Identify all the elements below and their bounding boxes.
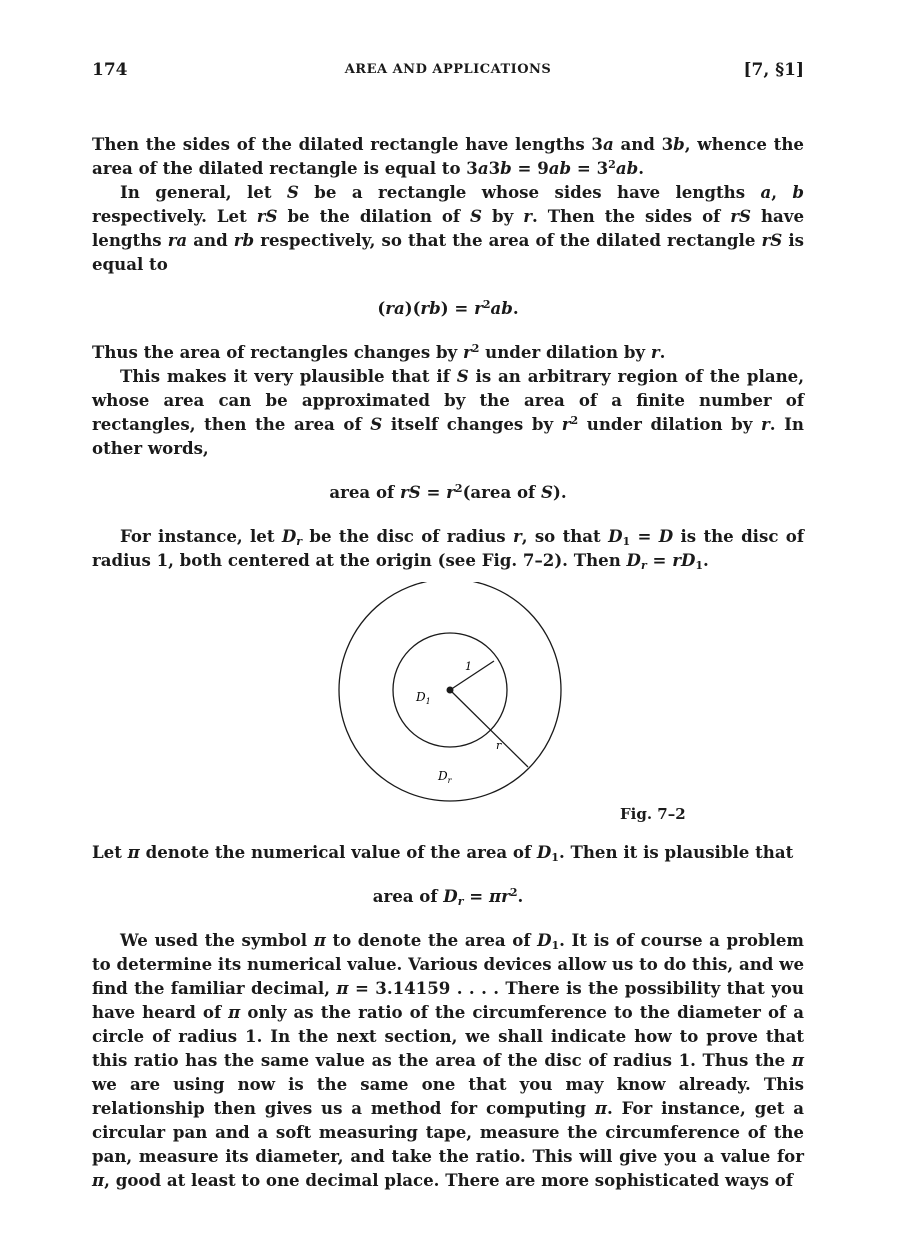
figure-7-2	[92, 582, 804, 840]
equation: area of $D_r = \pi r^2$.	[372, 886, 524, 908]
radius-r-line	[450, 690, 528, 767]
origin-point	[447, 687, 454, 694]
paragraph: We used the symbol π to denote the area of $D_1$. It is of course a problem to determine its numerical value. Various devices allow us to do this, and we find the familiar decimal, π = 3.14159 . . . . There is the possibility that you have heard of π only as the ratio of the circumference to the diameter of a circle of radius 1. In the next section, we shall indicate how to prove that this ratio has the same value as the area of the disc of radius 1. Thus the π we are using now is the same one that you may know already. This relationship then gives us a method for computing π. For instance, get a circular pan and a soft measuring tape, measure the circumference of the pan, measure its diameter, and take the ratio. This will give you a value for π, good at least to one decimal place. There are more sophisticated ways of	[92, 930, 804, 1190]
page	[92, 60, 804, 1192]
disc-diagram	[328, 582, 568, 802]
radius-1-line	[450, 661, 494, 690]
label-radius-r: r	[496, 739, 502, 752]
paragraph: This makes it very plausible that if S is an arbitrary region of the plane, whose area can be approximated by the area of a finite number of rectangles, then the area of S itself changes by $r^2$ under dilation by r. In other words,	[92, 366, 804, 458]
running-title: AREA AND APPLICATIONS	[344, 62, 552, 77]
running-header	[92, 60, 804, 86]
label-outer-disc: $D_r$	[438, 769, 452, 785]
page-number: 174	[92, 60, 128, 80]
body-text	[92, 132, 804, 1192]
paragraph: Then the sides of the dilated rectangle have lengths 3a and 3b, whence the area of the dilated rectangle is equal to $3a3b = 9ab = 3^2ab$.	[92, 134, 804, 178]
label-radius-1: 1	[465, 660, 472, 673]
label-inner-disc: $D_1$	[416, 690, 431, 706]
section-ref: [7, §1]	[743, 60, 804, 80]
equation: $(ra)(rb) = r^2ab$.	[377, 298, 519, 318]
equation: area of rS = $r^2(area$ of S).	[329, 482, 567, 502]
paragraph: For instance, let $D_r$ be the disc of radius r, so that $D_1 = D$ is the disc of radius 1, both centered at the origin (see Fig. 7–2). Then $D_r = rD_1$.	[92, 526, 804, 572]
paragraph: Thus the area of rectangles changes by $r^2$ under dilation by r.	[92, 342, 666, 362]
figure-caption: Fig. 7–2	[620, 805, 686, 823]
paragraph: In general, let S be a rectangle whose sides have lengths a, b respectively. Let rS be the dilation of S by r. Then the sides of rS have lengths ra and rb respectively, so that the area of the dilated rectangle rS is equal to	[92, 182, 805, 274]
paragraph: Let π denote the numerical value of the area of $D_1$. Then it is plausible that	[92, 842, 794, 864]
